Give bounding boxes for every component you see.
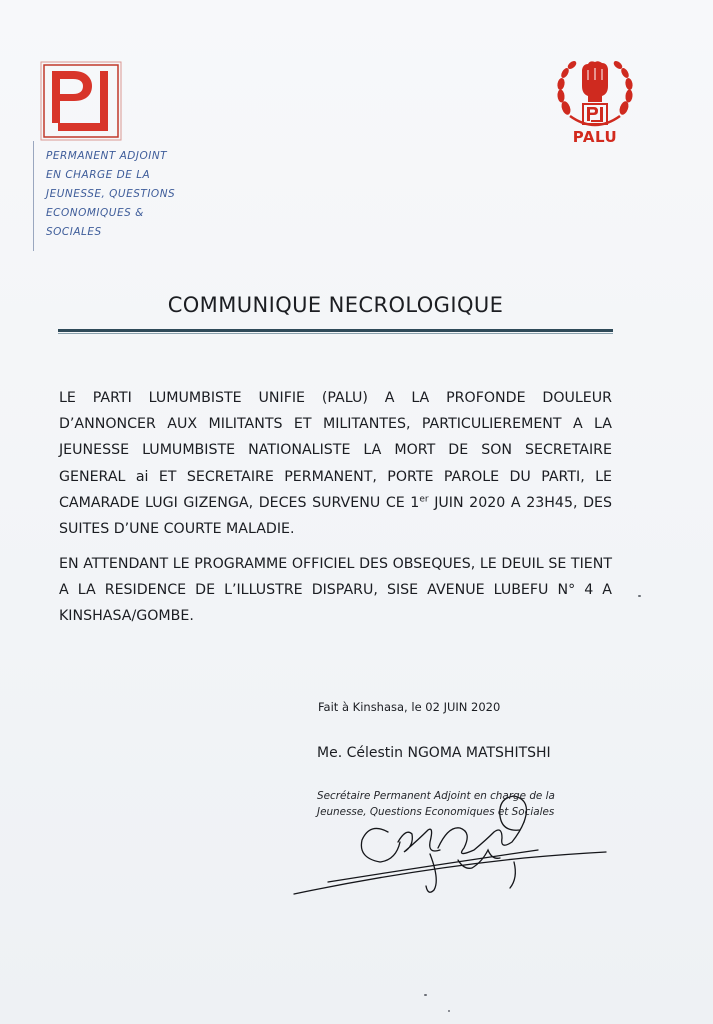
scan-speck (638, 595, 641, 597)
letterhead-line: SOCIALES (46, 226, 102, 238)
signatory-title-line: Jeunesse, Questions Economiques et Sociales (317, 806, 555, 818)
letterhead-line: ECONOMIQUES & (46, 207, 144, 219)
document-title: COMMUNIQUE NECROLOGIQUE (167, 293, 504, 317)
letterhead-line: EN CHARGE DE LA (46, 169, 151, 181)
place-date: Fait à Kinshasa, le 02 JUIN 2020 (318, 700, 501, 714)
announcement-text: LE PARTI LUMUMBISTE UNIFIE (PALU) A LA PROFONDE DOULEUR D’ANNONCER AUX MILITANTS ET MILITANTES, PARTICULIEREMENT A LA JEUNESSE LUMUMBISTE NATIONALISTE LA MORT DE SON SECRETAIRE GENERAL ai ET SECRETAIRE PERMANENT, PORTE PAROLE DU PARTI, LE CAMARADE LUGI GIZENGA, DECES SURVENU CE 1 (59, 390, 612, 511)
scan-speck (448, 1010, 450, 1012)
palu-party-name: PALU (572, 128, 618, 146)
letterhead-department (33, 141, 204, 251)
pj-logo (40, 61, 122, 141)
title-underline-thin (58, 333, 613, 334)
announcement-paragraph (59, 385, 612, 542)
title-underline (58, 329, 613, 332)
letterhead-line: JEUNESSE, QUESTIONS (46, 188, 176, 200)
signatory-title (317, 788, 577, 820)
announcement-text-end: JUIN 2020 A 23H45, DES SUITES D’UNE COURTE MALADIE. (59, 494, 612, 538)
scan-speck (424, 994, 427, 996)
ordinal-suffix: er (419, 494, 429, 505)
signatory-name: Me. Célestin NGOMA MATSHITSHI (317, 745, 551, 761)
funeral-info-paragraph: EN ATTENDANT LE PROGRAMME OFFICIEL DES OBSEQUES, LE DEUIL SE TIENT A LA RESIDENCE DE L’ILLUSTRE DISPARU, SISE AVENUE LUBEFU N° 4 A KINSHASA/GOMBE. (59, 556, 612, 625)
letterhead-line: PERMANENT ADJOINT (46, 150, 168, 162)
signatory-title-line: Secrétaire Permanent Adjoint en charge de la (317, 790, 555, 802)
